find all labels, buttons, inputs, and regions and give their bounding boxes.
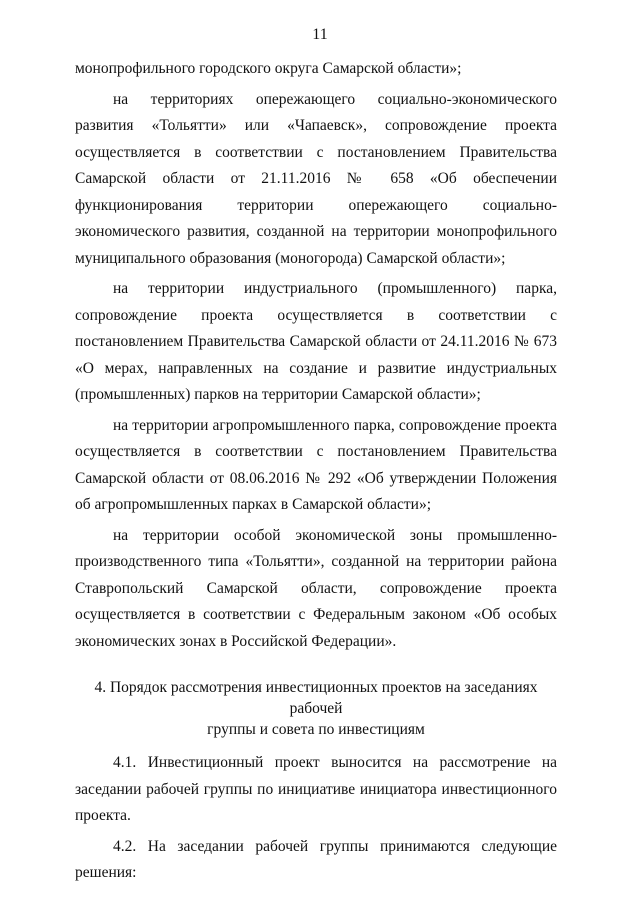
paragraph-agro-park: на территории агропромышленного парка, сопровождение проекта осуществляется в соответствии с постановлением Правительства Самарской области от 08.06.2016 № 292 «Об утверждении Положения об агропромышленных парках в Самарской области»;	[75, 416, 557, 513]
paragraph-continuation: монопрофильного городского округа Самарской области»;	[75, 60, 462, 77]
paragraph-industrial-park: на территории индустриального (промышленного) парка, сопровождение проекта осуществляется в соответствии с постановлением Правительства Самарской области от 24.11.2016 № 673 «О мерах, направленных на создание и развитие индустриальных (промышленных) парков на территории Самарской области»;	[75, 280, 557, 403]
section-heading-line-2: группы и совета по инвестициям	[207, 721, 425, 738]
item-4-2: 4.2. На заседании рабочей группы принимаются следующие решения:	[75, 837, 557, 881]
section-heading	[75, 677, 557, 740]
document-body	[75, 56, 557, 887]
item-4-1: 4.1. Инвестиционный проект выносится на рассмотрение на заседании рабочей группы по инициативе инициатора инвестиционного проекта.	[75, 754, 557, 824]
section-heading-line-1: 4. Порядок рассмотрения инвестиционных проектов на заседаниях рабочей	[94, 679, 538, 717]
paragraph-special-zone: на территории особой экономической зоны промышленно-производственного типа «Тольятти», созданной на территории района Ставропольский Самарской области, сопровождение проекта осуществляется в соответствии с Федеральным законом «Об особых экономических зонах в Российской Федерации».	[75, 526, 557, 650]
paragraph-tor: на территориях опережающего социально-экономического развития «Тольятти» или «Чапаевск», сопровождение проекта осуществляется в соответствии с постановлением Правительства Самарской области от 21.11.2016 № 658 «Об обеспечении функционирования территории опережающего социально-экономического развития, созданной на территории монопрофильного муниципального образования (моногорода) Самарской области»;	[75, 90, 557, 267]
page-number: 11	[312, 26, 328, 43]
